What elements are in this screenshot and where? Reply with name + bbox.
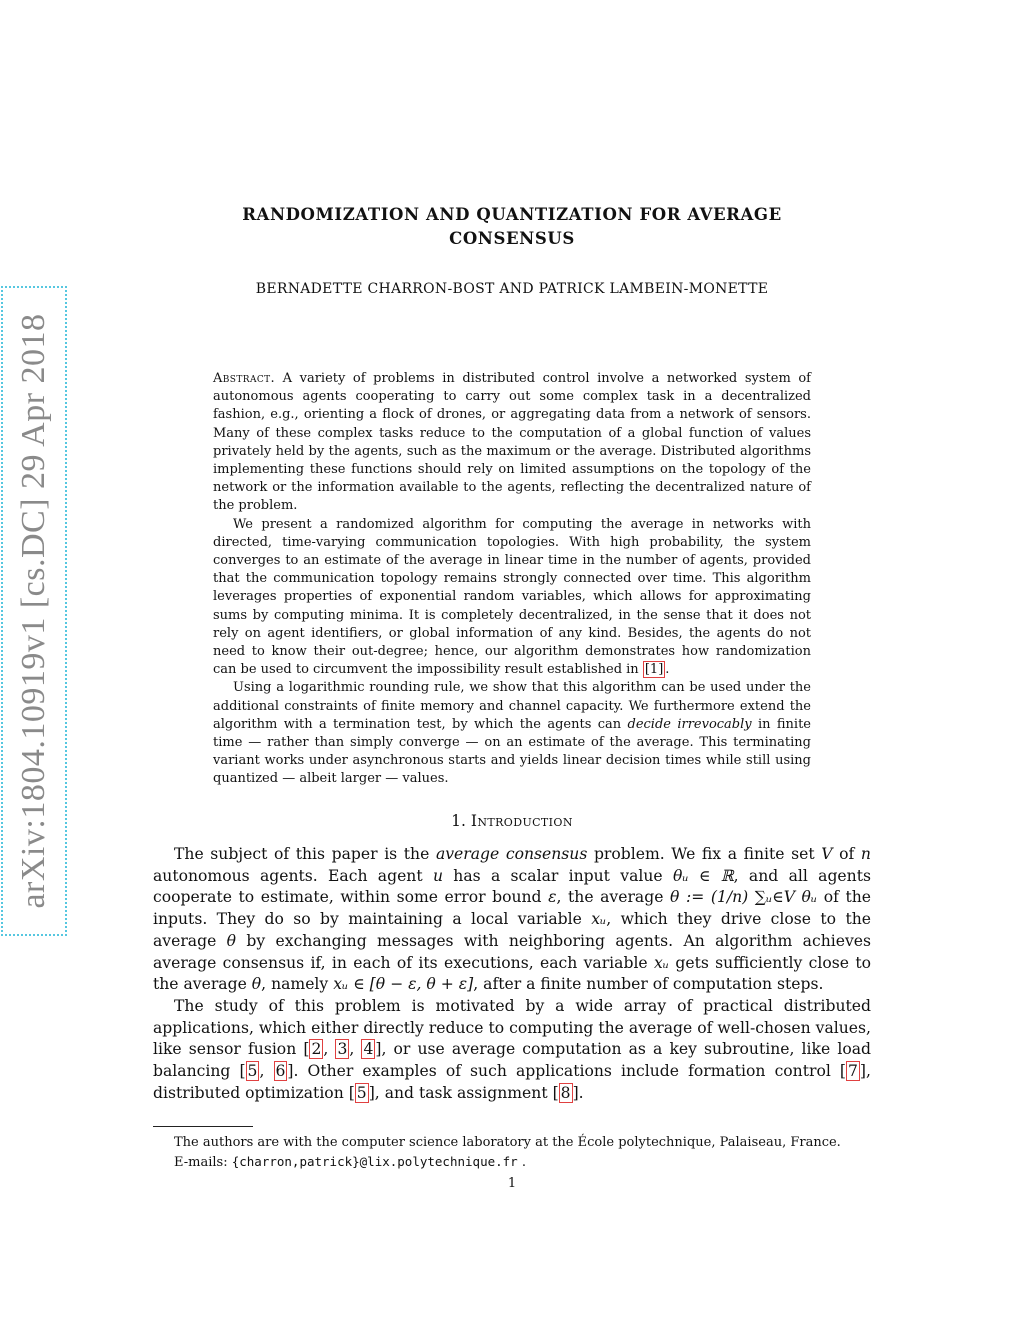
abstract (213, 370, 811, 789)
citation-link[interactable]: 8 (560, 1083, 571, 1102)
authors: BERNADETTE CHARRON-BOST AND PATRICK LAMBEIN-MONETTE (255, 281, 769, 297)
page-number: 1 (507, 1176, 517, 1191)
footnote (153, 1133, 871, 1172)
email-address[interactable]: {charron,patrick}@lix.polytechnique.fr (231, 1154, 518, 1169)
citation-link[interactable]: 5 (356, 1083, 367, 1102)
citation-link[interactable]: 5 (247, 1062, 258, 1081)
intro-paragraph-1: The subject of this paper is the average consensus problem. We fix a finite set V of n autonomous agents. Each agent u has a scalar input value θᵤ ∈ ℝ, and all agents cooperate to estimate, within some error bound ε, the average θ := (1/n) ∑ᵤ∈V θᵤ of the inputs. They do so by maintaining a local variable xᵤ, which they drive close to the average θ by exchanging messages with neighboring agents. An algorithm achieves average consensus if, in each of its executions, each variable xᵤ gets sufficiently close to the average θ, namely xᵤ ∈ [θ − ε, θ + ε], after a finite number of computation steps. (153, 845, 872, 994)
abstract-paragraph-1: Abstract. A variety of problems in distributed control involve a networked system of autonomous agents cooperating to carry out some complex task in a decentralized fashion, e.g., orienting a flock of drones, or aggregating data from a network of sensors. Many of these complex tasks reduce to the computation of a global function of values privately held by the agents, such as the maximum or the average. Distributed algorithms implementing these functions should rely on limited assumptions on the topology of the network or the information available to the agents, reflecting the decentralized nature of the problem. (213, 371, 811, 514)
abstract-paragraph-2: We present a randomized algorithm for computing the average in networks with directed, time-varying communication topologies. With high probability, the system converges to an estimate of the average in linear time in the number of agents, provided that the communication topology remains strongly connected over time. This algorithm leverages properties of exponential random variables, which allows for approximating sums by computing minima. It is completely decentralized, in the sense that it does not rely on agent identifiers, or global information of any kind. Besides, the agents do not need to know their out-degree; hence, our algorithm demonstrates how randomization can be used to circumvent the impossibility result established in [1] . (213, 516, 811, 678)
intro-paragraph-2: The study of this problem is motivated by a wide array of practical distributed applications, which either directly reduce to computing the average of well-chosen values, like sensor fusion [ 2 , 3 , 4 ], or use average computation as a key subroutine, like load balancing [ 5 , 6 ]. Other examples of such applications include formation control [ 7 ], distributed optimization [ 5 ], and task assignment [ 8 ]. (153, 996, 871, 1102)
citation-link[interactable]: 4 (363, 1040, 374, 1059)
footnote-emails: E-mails: {charron,patrick}@lix.polytechnique.fr . (174, 1154, 526, 1170)
citation-link[interactable]: 7 (848, 1062, 858, 1081)
footnote-divider (153, 1126, 253, 1127)
citation-link[interactable]: 3 (337, 1040, 348, 1059)
arxiv-identifier-stamp: arXiv:1804.10919v1 [cs.DC] 29 Apr 2018 (1, 286, 67, 936)
citation-link[interactable]: 2 (311, 1040, 322, 1059)
title-line-1: RANDOMIZATION AND QUANTIZATION FOR AVERAGE (242, 205, 782, 224)
introduction-body (153, 844, 871, 1104)
section-heading: 1. Introduction (451, 812, 573, 830)
footnote-affiliation: The authors are with the computer science laboratory at the École polytechnique, Palaiseau, France. (174, 1135, 841, 1150)
abstract-label: Abstract. (213, 371, 276, 386)
title-line-2: CONSENSUS (449, 229, 575, 248)
citation-link[interactable]: [1] (644, 662, 664, 678)
paper-title (200, 203, 824, 251)
abstract-paragraph-3: Using a logarithmic rounding rule, we show that this algorithm can be used under the additional constraints of finite memory and channel capacity. We furthermore extend the algorithm with a termination test, by which the agents can decide irrevocably in finite time — rather than simply converge — on an estimate of the average. This terminating variant works under asynchronous starts and yields linear decision times while still using quantized — albeit larger — values. (213, 680, 812, 787)
citation-link[interactable]: 6 (275, 1062, 286, 1081)
